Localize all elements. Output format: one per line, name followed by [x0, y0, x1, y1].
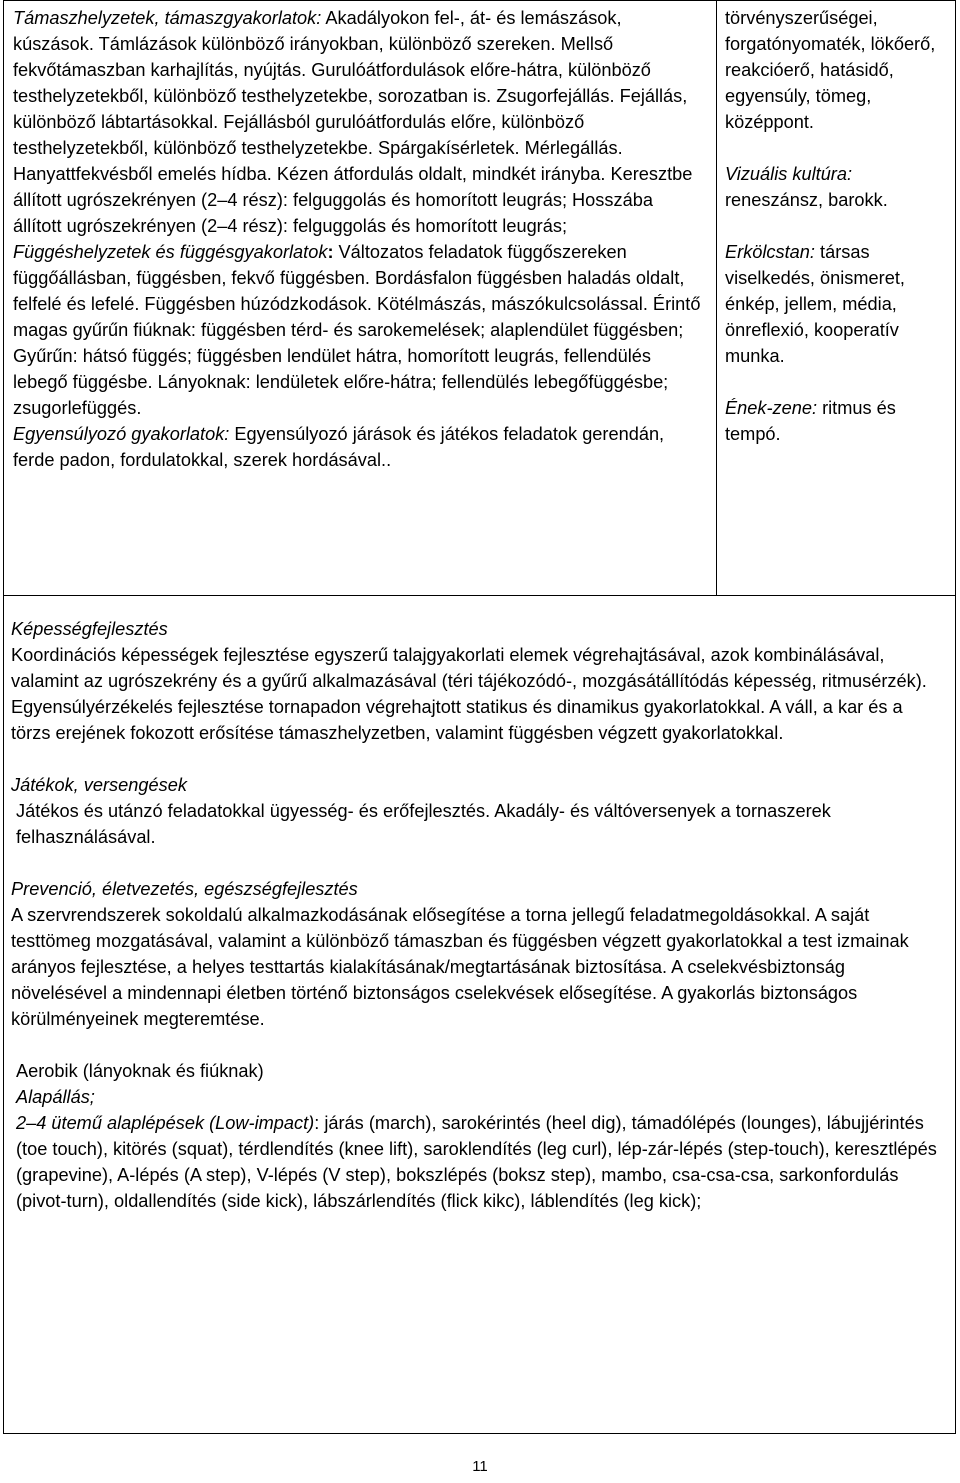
visual-culture-label: Vizuális kultúra: — [725, 164, 853, 184]
support-exercises-text: Akadályokon fel-, át- és lemászások, kúszások. Támlázások különböző irányokban, különböző szereken. Mellső fekvőtámaszban karhajlítás, nyújtás. Gurulóátfordulások előre-hátra, különböző testhelyzetekből, különböző testhelyzetekbe, sorozatban is. Zsugorfejállás. Fejállás, különböző lábtartásokkal. Fejállásból gurulóátfordulás előre, különböző testhelyzetekből, különböző testhelyzetekbe. Spárgakísérletek. Mérlegállás. Hanyattfekvésből emelés hídba. Kézen átfordulás oldalt, mindkét irányba. Keresztbe állított ugrószekrényen (2–4 rész): felguggolás és homorított leugrás; Hosszába állított ugrószekrényen (2–4 rész): felguggolás és homorított leugrás; — [13, 8, 693, 236]
connections-cell — [717, 1, 956, 596]
table-row — [4, 1, 956, 596]
table-row — [4, 596, 956, 1434]
activities-text — [4, 1, 716, 473]
hanging-exercises-heading: Függéshelyzetek és függésgyakorlatok — [13, 242, 328, 262]
aerobics-subtitle: Alapállás; — [16, 1087, 95, 1107]
prevention-text: A szervrendszerek sokoldalú alkalmazkodásának elősegítése a torna jellegű feladatmegoldásokkal. A saját testtömeg mozgatásával, valamint a különböző támaszban és függésben végzett gyakorlatokkal a test izmainak arányos fejlesztése, a helyes testtartás kialakításának/megtartásának biztosítása. A cselekvésbiztonság növelésével a mindennapi életben történő biztonságos cselekvések elősegítése. A gyakorlás biztonságos körülményeinek megteremtése. — [11, 905, 909, 1029]
music-label: Ének-zene: — [725, 398, 818, 418]
aerobics-steps-lead: 2–4 ütemű alaplépések (Low-impact) — [16, 1113, 315, 1133]
ethics-connection — [725, 239, 949, 369]
music-connection — [725, 395, 949, 447]
aerobics-section — [11, 1058, 945, 1214]
games-text: Játékos és utánzó feladatokkal ügyesség- és erőfejlesztés. Akadály- és váltóversenyek a tornaszerek felhasználásával. — [16, 801, 831, 847]
balance-exercises-heading: Egyensúlyozó gyakorlatok: — [13, 424, 230, 444]
ethics-label: Erkölcstan: — [725, 242, 815, 262]
activities-cell — [4, 1, 717, 596]
aerobics-steps — [11, 1110, 945, 1214]
development-cell — [4, 596, 956, 1434]
support-exercises-paragraph — [13, 5, 706, 239]
skill-development-text: Koordinációs képességek fejlesztése egyszerű talajgyakorlati elemek végrehajtásával, azok kombinálásával, valamint az ugrószekrény és a gyűrű alkalmazásával (téri tájékozódó-, mozgásátállítódás képesség, ritmusérzék). Egyensúlyérzékelés fejlesztése tornapadon végrehajtott statikus és dinamikus gyakorlatokkal. A váll, a kar és a törzs erejének fokozott erősítése támaszhelyzetben, valamint függésben végzett gyakorlatokkal. — [11, 645, 927, 743]
hanging-exercises-colon: : — [327, 242, 334, 262]
curriculum-table — [3, 0, 956, 1434]
music-text: ritmus és tempó. — [725, 398, 896, 444]
connections-text — [717, 1, 955, 447]
visual-culture-connection — [725, 161, 949, 213]
support-exercises-heading: Támaszhelyzetek, támaszgyakorlatok: — [13, 8, 322, 28]
balance-exercises-paragraph — [13, 421, 706, 473]
development-text — [4, 596, 955, 1214]
aerobics-title: Aerobik (lányoknak és fiúknak) — [16, 1061, 264, 1081]
games-title: Játékok, versengések — [11, 775, 187, 795]
prevention-title: Prevenció, életvezetés, egészségfejlesztés — [11, 879, 358, 899]
skill-development-title: Képességfejlesztés — [11, 619, 168, 639]
page-number: 11 — [472, 1458, 488, 1475]
aerobics-steps-text: : járás (march), sarokérintés (heel dig), támadólépés (lounges), lábujjérintés (toe touch), kitörés (squat), térdlendítés (knee lift), saroklendítés (leg curl), lép-zár-lépés (step-touch), keresztlépés (grapevine), A-lépés (A step), V-lépés (V step), bokszlépés (boksz step), mambo, csa-csa-csa, sarkonfordulás (pivot-turn), oldallendítés (side kick), lábszárlendítés (flick kikc), láblendítés (leg kick); — [16, 1113, 937, 1211]
prevention-section — [11, 876, 945, 1032]
hanging-exercises-paragraph — [13, 239, 706, 421]
visual-culture-text: reneszánsz, barokk. — [725, 190, 888, 210]
physics-connection: törvényszerűségei, forgatónyomaték, lökőerő, reakcióerő, hatásidő, egyensúly, tömeg, középpont. — [725, 8, 936, 132]
hanging-exercises-text: Változatos feladatok függőszereken függőállásban, függésben, fekvő függésben. Bordásfalon függésben haladás oldalt, felfelé és lefelé. Függésben húzódzkodások. Kötélmászás, mászókulcsolással. Érintő magas gyűrűn fiúknak: függésben térd- és sarokemelések; alaplendület függésben; Gyűrűn: hátsó függés; függésben lendület hátra, homorított leugrás, fellendülés lebegő függésbe. Lányoknak: lendületek előre-hátra; fellendülés lebegőfüggésbe; zsugorlefüggés. — [13, 242, 701, 418]
ethics-text: társas viselkedés, önismeret, énkép, jellem, média, önreflexió, kooperatív munka. — [725, 242, 905, 366]
games-section — [11, 772, 945, 850]
skill-development-section — [11, 616, 945, 746]
balance-exercises-text: Egyensúlyozó járások és játékos feladatok gerendán, ferde padon, fordulatokkal, szerek hordásával.. — [13, 424, 665, 470]
